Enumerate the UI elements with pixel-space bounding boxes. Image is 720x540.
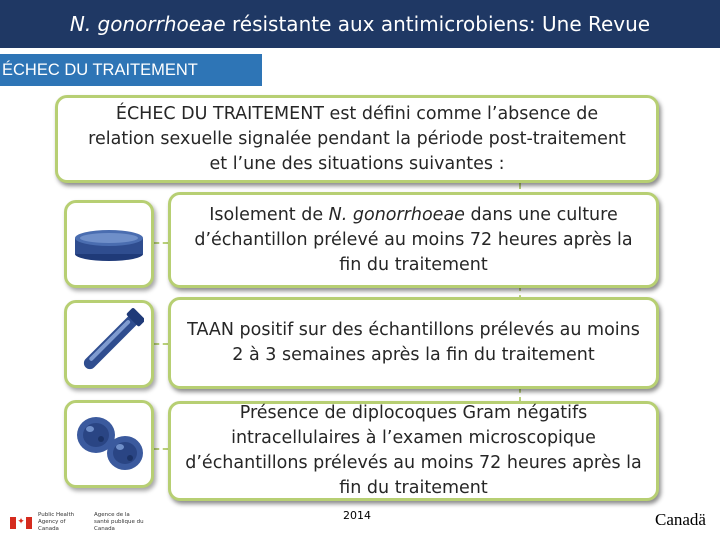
footer-year: 2014 — [343, 509, 371, 522]
criterion-box-culture — [168, 192, 659, 288]
agency-name-fr: Agence de la santé publique du Canada — [94, 512, 144, 532]
diplococci-tile — [64, 400, 154, 488]
agency-logo — [10, 512, 144, 533]
connector-line — [154, 343, 168, 345]
criterion-text-naat: TAAN positif sur des échantillons prélevés au moins 2 à 3 semaines après la fin du traitement — [187, 320, 640, 365]
criterion-box-microscopy — [168, 401, 659, 501]
section-band — [0, 54, 262, 86]
criterion-text-culture: Isolement de N. gonorrhoeae dans une culture d’échantillon prélevé au moins 72 heures après la fin du traitement — [194, 204, 633, 275]
connector-line — [154, 448, 168, 450]
petri-dish-tile — [64, 200, 154, 288]
test-tube-icon — [74, 307, 144, 381]
title-organism: N. gonorrhoeae — [69, 12, 226, 36]
test-tube-tile — [64, 300, 154, 388]
connector-line — [154, 242, 168, 244]
canada-wordmark: Canadä — [655, 510, 706, 529]
criterion-box-naat — [168, 297, 659, 389]
title-rest: résistante aux antimicrobiens: Une Revue — [225, 12, 651, 36]
criterion-text-microscopy: Présence de diplocoques Gram négatifs intracellulaires à l’examen microscopique d’échantillons prélevés au moins 72 heures après la fin du traitement — [185, 403, 642, 498]
diplococci-icon — [70, 411, 148, 477]
agency-name-en: Public Health Agency of Canada — [38, 512, 75, 532]
definition-box — [55, 95, 659, 183]
slide-title — [70, 12, 650, 36]
section-label: ÉCHEC DU TRAITEMENT — [2, 60, 198, 79]
canada-flag-icon: ✦ — [10, 517, 32, 529]
organism-name: N. gonorrhoeae — [328, 204, 465, 225]
petri-dish-icon — [72, 224, 146, 264]
slide-title-bar — [0, 0, 720, 48]
definition-text: ÉCHEC DU TRAITEMENT est défini comme l’absence de relation sexuelle signalée pendant la période post-traitement et l’une des situations suivantes : — [88, 103, 626, 174]
